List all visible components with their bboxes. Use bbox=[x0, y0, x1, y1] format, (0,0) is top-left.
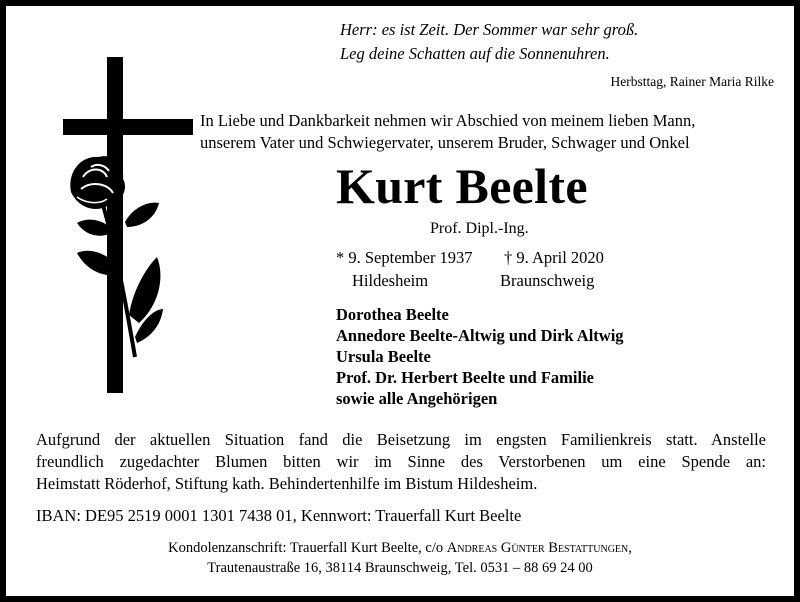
mourner-name: Annedore Beelte-Altwig und Dirk Altwig bbox=[336, 326, 624, 345]
contact-line-2: Trautenaustraße 16, 38114 Braunschweig, Tel. 0531 – 88 69 24 00 bbox=[207, 560, 593, 576]
deceased-name: Kurt Beelte bbox=[336, 158, 588, 214]
mourner-name: Dorothea Beelte bbox=[336, 305, 449, 324]
notice-paragraph bbox=[36, 429, 766, 495]
mourner-name: Ursula Beelte bbox=[336, 347, 431, 366]
contact-prefix: Kondolenzanschrift: Trauerfall Kurt Beelte, c/o bbox=[168, 540, 447, 556]
notice-line-2: freundlich zugedachter Blumen bitten wir im Sinne des Verstorbenen um eine Spende an: bbox=[36, 452, 766, 471]
mourner-name: sowie alle Angehörigen bbox=[336, 389, 498, 408]
contact-suffix: , bbox=[628, 540, 632, 556]
poem-line-1: Herr: es ist Zeit. Der Sommer war sehr groß. bbox=[340, 20, 639, 39]
funeral-home-name: Andreas Günter Bestattungen bbox=[446, 540, 629, 556]
cross-icon bbox=[63, 57, 193, 397]
academic-title: Prof. Dipl.-Ing. bbox=[430, 220, 529, 237]
notice-line-3: Heimstatt Röderhof, Stiftung kath. Behindertenhilfe im Bistum Hildesheim. bbox=[36, 474, 538, 493]
birth-place: Hildesheim bbox=[352, 271, 429, 290]
mourners-list bbox=[336, 304, 624, 409]
iban-line: IBAN: DE95 2519 0001 1301 7438 01, Kennwort: Trauerfall Kurt Beelte bbox=[36, 506, 522, 525]
contact-address bbox=[6, 538, 794, 578]
poem-line-2: Leg deine Schatten auf die Sonnenuhren. bbox=[340, 44, 610, 63]
obituary-card bbox=[6, 6, 794, 596]
intro-line-2: unserem Vater und Schwiegervater, unserem Bruder, Schwager und Onkel bbox=[200, 133, 690, 152]
mourner-name: Prof. Dr. Herbert Beelte und Familie bbox=[336, 368, 594, 387]
notice-line-1: Aufgrund der aktuellen Situation fand die Beisetzung im engsten Familienkreis statt. Anstelle bbox=[36, 430, 766, 449]
death-date: † 9. April 2020 bbox=[504, 248, 604, 267]
contact-line-1 bbox=[6, 538, 794, 558]
death-place: Braunschweig bbox=[500, 271, 595, 290]
intro-line-1: In Liebe und Dankbarkeit nehmen wir Abschied von meinem lieben Mann, bbox=[200, 111, 696, 130]
birth-date: * 9. September 1937 bbox=[336, 248, 473, 267]
poem-source: Herbsttag, Rainer Maria Rilke bbox=[610, 74, 774, 89]
